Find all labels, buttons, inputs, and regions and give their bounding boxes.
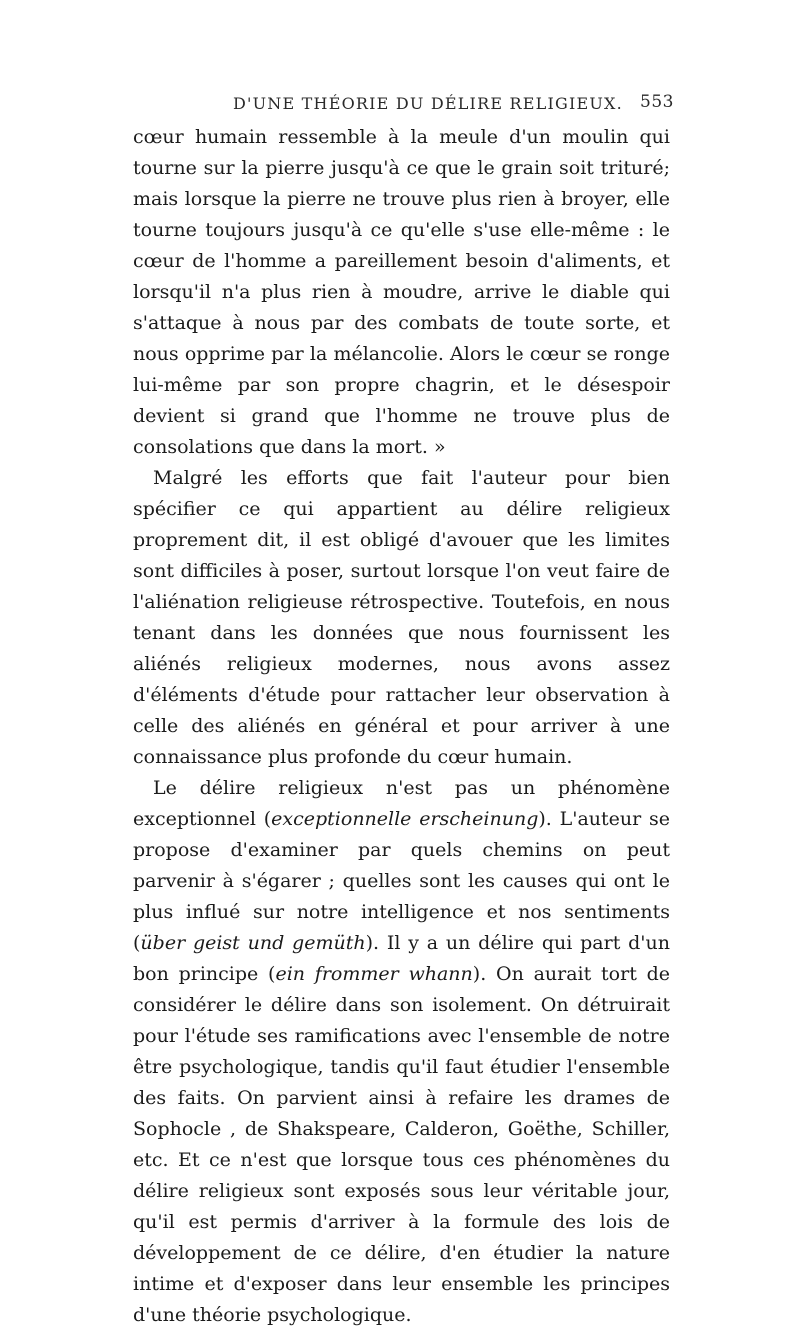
paragraph (133, 773, 670, 1331)
german-term: exceptionnelle erscheinung (271, 808, 539, 830)
paragraph-text: ). L'auteur se propose d'examiner par quels chemins on peut parvenir à s'égarer ; quelles sont les causes qui ont le plus influé sur notre intelligence et nos sentiments ( (133, 808, 670, 954)
book-page (133, 92, 674, 1331)
paragraph (133, 463, 670, 773)
running-title: D'UNE THÉORIE DU DÉLIRE RELIGIEUX. (233, 94, 623, 113)
running-head (133, 92, 674, 118)
german-term: ein frommer whann (275, 963, 473, 985)
page-number: 553 (640, 92, 674, 112)
paragraph-text: Le délire religieux n'est pas un phénomène exceptionnel ( (133, 777, 670, 830)
paragraph-text: Malgré les efforts que fait l'auteur pour bien spécifier ce qui appartient au délire religieux proprement dit, il est obligé d'avouer que les limites sont difficiles à poser, surtout lorsque l'on veut faire de l'aliénation religieuse rétrospective. Toutefois, en nous tenant dans les données que nous fournissent les aliénés religieux modernes, nous avons assez d'éléments d'étude pour rattacher leur observation à celle des aliénés en général et pour arriver à une connaissance plus profonde du cœur humain. (133, 467, 670, 768)
paragraph-text: cœur humain ressemble à la meule d'un moulin qui tourne sur la pierre jusqu'à ce que le grain soit trituré; mais lorsque la pierre ne trouve plus rien à broyer, elle tourne toujours jusqu'à ce qu'elle s'use elle-même : le cœur de l'homme a pareillement besoin d'aliments, et lorsqu'il n'a plus rien à moudre, arrive le diable qui s'attaque à nous par des combats de toute sorte, et nous opprime par la mélancolie. Alors le cœur se ronge lui-même par son propre chagrin, et le désespoir devient si grand que l'homme ne trouve plus de consolations que dans la mort. » (133, 126, 670, 458)
paragraph-text: ). Il y a un délire qui part d'un bon principe ( (133, 932, 670, 985)
paragraph-text: ). On aurait tort de considérer le délire dans son isolement. On détruirait pour l'étude ses ramifications avec l'ensemble de notre être psychologique, tandis qu'il faut étudier l'ensemble des faits. On parvient ainsi à refaire les drames de Sophocle , de Shakspeare, Calderon, Goëthe, Schiller, etc. Et ce n'est que lorsque tous ces phénomènes du délire religieux sont exposés sous leur véritable jour, qu'il est permis d'arriver à la formule des lois de développement de ce délire, d'en étudier la nature intime et d'exposer dans leur ensemble les principes d'une théorie psychologique. (133, 963, 670, 1326)
german-term: über geist und gemüth (140, 932, 366, 954)
body-text (133, 122, 670, 1331)
paragraph-continuation (133, 122, 670, 463)
